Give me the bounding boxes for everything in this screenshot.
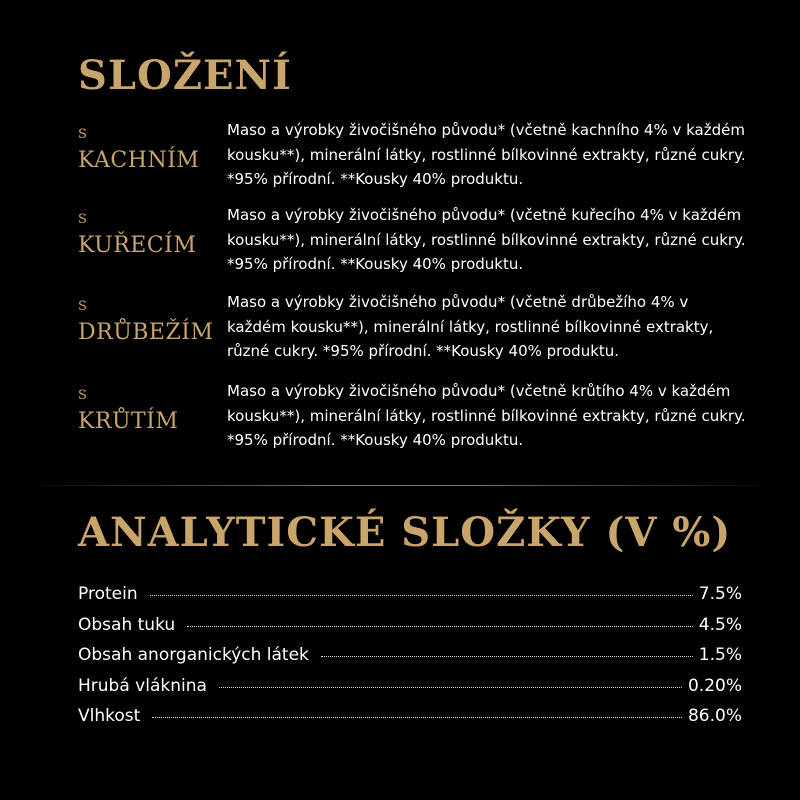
- analytics-label: Obsah tuku: [78, 614, 176, 635]
- analytics-label: Obsah anorganických látek: [78, 645, 309, 665]
- variant-prefix: S: [78, 299, 87, 314]
- variant-label: [78, 213, 196, 259]
- variant-description: Maso a výrobky živočišného původu* (včetně drůbežího 4% v každém kousku**), minerální látky, rostlinné bílkovinné extrakty, různé cukry. *95% přírodní. **Kousky 40% produktu.: [227, 293, 714, 360]
- analytics-value: 0.20%: [687, 675, 742, 696]
- analytics-table: [78, 584, 742, 737]
- analytics-value: 7.5%: [698, 584, 742, 604]
- variant-label: [78, 128, 199, 174]
- analytics-value: 4.5%: [698, 614, 742, 635]
- dot-leader: [152, 717, 682, 718]
- variant-name: KRŮTÍM: [78, 409, 179, 434]
- analytics-row-fat: [78, 615, 742, 646]
- analytics-value: 1.5%: [698, 645, 742, 665]
- composition-title: SLOŽENÍ: [78, 52, 292, 99]
- dot-leader: [321, 656, 693, 657]
- analytics-label: Hrubá vláknina: [78, 675, 207, 696]
- analytics-label: Protein: [78, 584, 138, 604]
- variant-prefix: S: [78, 388, 87, 403]
- dot-leader: [150, 595, 693, 596]
- variant-description: Maso a výrobky živočišného původu* (včetně krůtího 4% v každém kousku**), minerální látky, rostlinné bílkovinné extrakty, různé cukry. *95% přírodní. **Kousky 40% produktu.: [227, 382, 746, 449]
- variant-description: Maso a výrobky živočišného původu* (včetně kachního 4% v každém kousku**), minerální látky, rostlinné bílkovinné extrakty, různé cukry. *95% přírodní. **Kousky 40% produktu.: [227, 121, 746, 188]
- variant-name: KACHNÍM: [78, 148, 200, 173]
- analytics-value: 86.0%: [687, 706, 742, 726]
- analytics-label: Vlhkost: [78, 706, 141, 726]
- dot-leader: [187, 626, 693, 627]
- analytics-row-moisture: [78, 706, 742, 737]
- variant-label: [78, 300, 213, 346]
- variant-name: DRŮBEŽÍM: [78, 320, 214, 345]
- variant-description: Maso a výrobky živočišného původu* (včetně kuřecího 4% v každém kousku**), minerální látky, rostlinné bílkovinné extrakty, různé cukry. *95% přírodní. **Kousky 40% produktu.: [227, 206, 746, 273]
- analytics-row-protein: [78, 584, 742, 615]
- section-divider: [40, 485, 760, 486]
- analytics-row-ash: [78, 645, 742, 676]
- variant-label: [78, 389, 178, 435]
- variant-prefix: S: [78, 212, 87, 227]
- analytics-title: ANALYTICKÉ SLOŽKY (V %): [78, 509, 732, 556]
- analytics-row-fibre: [78, 676, 742, 707]
- dot-leader: [219, 687, 682, 688]
- variant-name: KUŘECÍM: [78, 233, 197, 258]
- variant-prefix: S: [78, 127, 87, 142]
